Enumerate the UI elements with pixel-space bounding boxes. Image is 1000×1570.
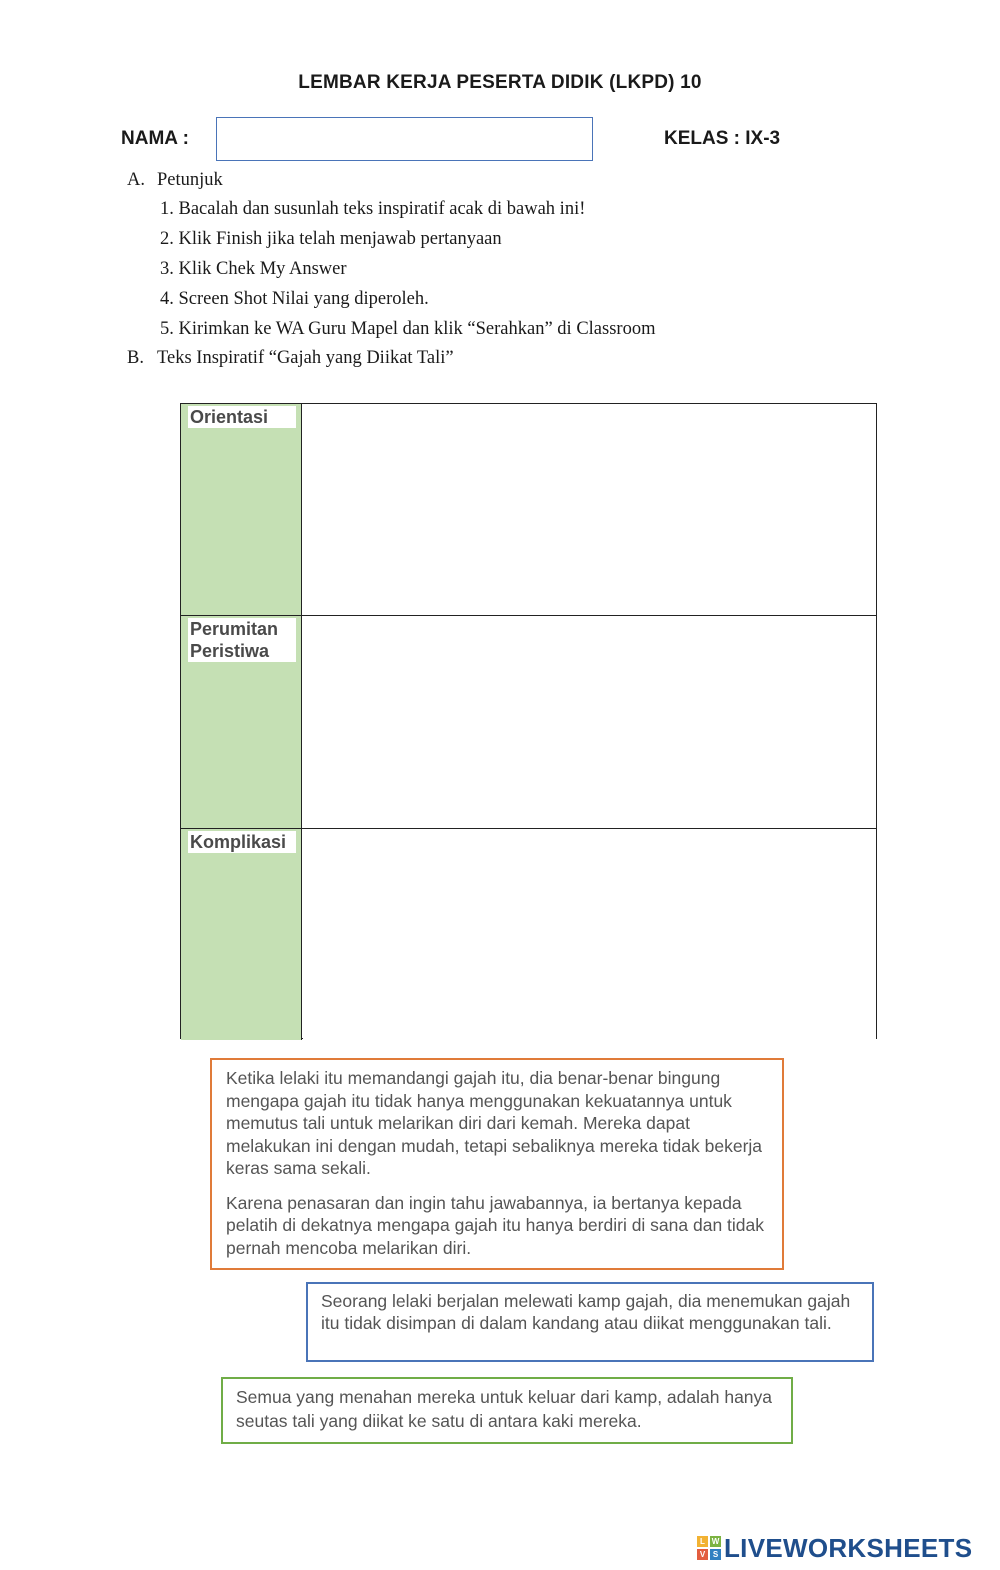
instruction-item: 1. Bacalah dan susunlah teks inspiratif acak di bawah ini! <box>160 199 586 219</box>
card-paragraph: Semua yang menahan mereka untuk keluar dari kamp, adalah hanya seutas tali yang diikat ke satu di antara kaki mereka. <box>236 1387 773 1431</box>
row-label-orientasi: Orientasi <box>188 406 296 428</box>
logo-tile: S <box>710 1549 721 1560</box>
draggable-card-orange[interactable] <box>210 1058 784 1270</box>
table-row-perumitan <box>181 615 876 828</box>
card-paragraph: Karena penasaran dan ingin tahu jawabannya, ia bertanya kepada pelatih di dekatnya mengapa gajah itu hanya berdiri di sana dan tidak pernah mencoba melarikan diri. <box>226 1192 765 1258</box>
logo-tile: V <box>697 1549 708 1560</box>
drop-zone-komplikasi[interactable] <box>303 829 876 1040</box>
class-label: KELAS : IX-3 <box>664 128 781 149</box>
name-label: NAMA : <box>121 128 189 149</box>
label-cell <box>181 404 302 616</box>
instruction-item: 4. Screen Shot Nilai yang diperoleh. <box>160 289 429 309</box>
section-b-letter: B. <box>127 348 144 368</box>
section-b-title: Teks Inspiratif “Gajah yang Diikat Tali” <box>157 348 454 368</box>
brand-name: LIVEWORKSHEETS <box>724 1532 973 1563</box>
instruction-item: 2. Klik Finish jika telah menjawab pertanyaan <box>160 229 502 249</box>
label-cell <box>181 616 302 828</box>
card-paragraph: Seorang lelaki berjalan melewati kamp gajah, dia menemukan gajah itu tidak disimpan di dalam kandang atau diikat menggunakan tali. <box>321 1291 851 1333</box>
instruction-item: 3. Klik Chek My Answer <box>160 259 347 279</box>
section-a-letter: A. <box>127 170 145 190</box>
card-paragraph: Ketika lelaki itu memandangi gajah itu, dia benar-benar bingung mengapa gajah itu tidak hanya menggunakan kekuatannya untuk memutus tali untuk melarikan diri dari kemah. Mereka dapat melakukan ini dengan mudah, tetapi sebaliknya mereka tidak bekerja keras sama sekali. <box>226 1068 763 1178</box>
section-a-heading <box>127 170 223 191</box>
liveworksheets-logo-icon <box>697 1536 721 1560</box>
draggable-card-blue[interactable] <box>306 1282 874 1362</box>
section-b-heading <box>127 348 454 369</box>
instruction-item: 5. Kirimkan ke WA Guru Mapel dan klik “Serahkan” di Classroom <box>160 319 656 339</box>
drop-zone-perumitan[interactable] <box>303 616 876 828</box>
structure-table <box>180 403 877 1039</box>
section-a-title: Petunjuk <box>157 170 223 190</box>
liveworksheets-footer <box>697 1533 972 1563</box>
drop-zone-orientasi[interactable] <box>303 404 876 616</box>
row-label-komplikasi: Komplikasi <box>188 831 296 853</box>
logo-tile: L <box>697 1536 708 1547</box>
label-cell <box>181 829 302 1040</box>
table-row-komplikasi <box>181 828 876 1040</box>
instruction-list <box>160 198 655 348</box>
logo-tile: W <box>711 1536 720 1546</box>
draggable-card-green[interactable] <box>221 1377 793 1444</box>
name-input[interactable] <box>216 117 593 161</box>
table-row-orientasi <box>181 404 876 616</box>
worksheet-title: LEMBAR KERJA PESERTA DIDIK (LKPD) 10 <box>298 72 702 93</box>
row-label-perumitan: Perumitan Peristiwa <box>188 618 296 662</box>
